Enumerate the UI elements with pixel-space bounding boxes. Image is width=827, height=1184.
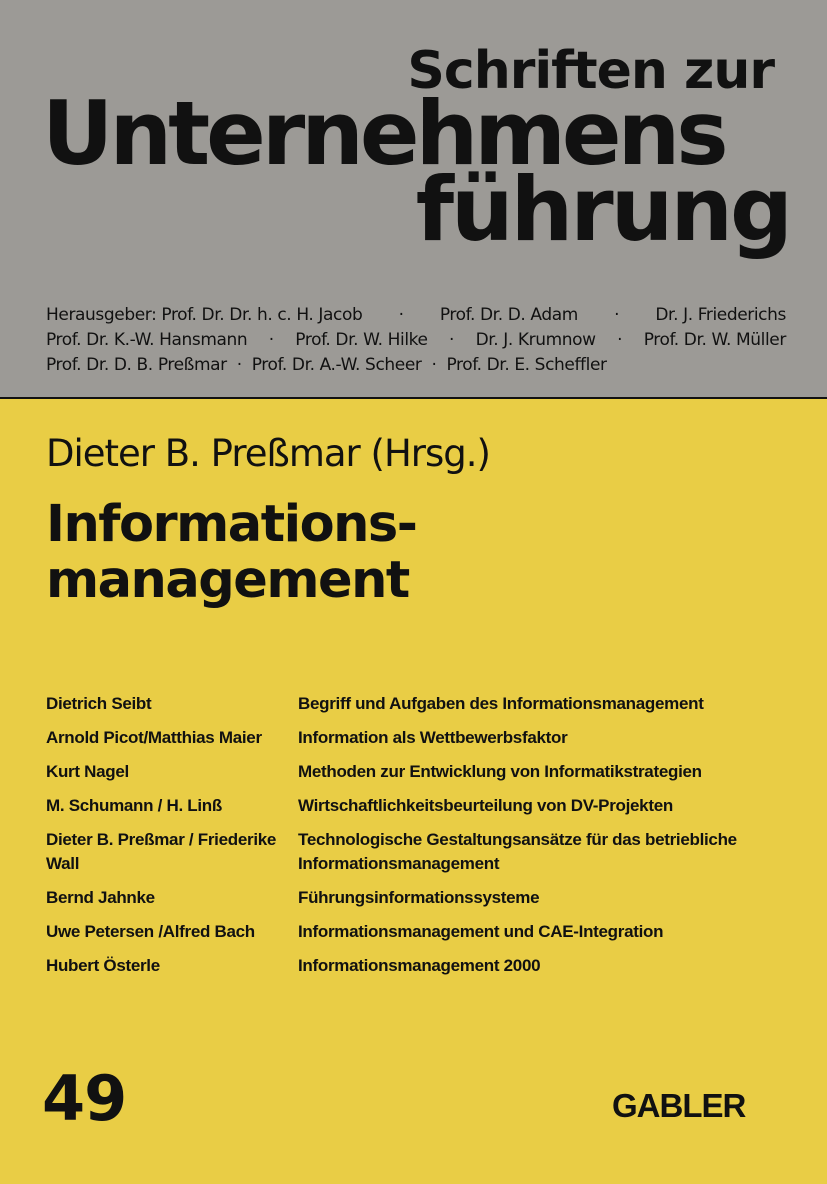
contents-author: Dieter B. Preßmar / Friederike Wall xyxy=(46,830,277,873)
contents-entry xyxy=(46,726,786,750)
book-title-line-2: management xyxy=(46,551,409,610)
contents-author: Kurt Nagel xyxy=(46,762,129,781)
separator-dot: · xyxy=(236,355,242,375)
contents-topic: Informationsmanagement 2000 xyxy=(298,956,541,975)
series-title-line-2: Unternehmens xyxy=(42,81,725,185)
contents-author: Hubert Österle xyxy=(46,956,160,975)
contents-entry xyxy=(46,886,786,910)
contents-author: Bernd Jahnke xyxy=(46,888,155,907)
contents-topic: Methoden zur Entwicklung von Informatikstrategien xyxy=(298,762,702,781)
contents-entry xyxy=(46,692,786,716)
separator-dot: · xyxy=(398,305,404,325)
contents-topic: Wirtschaftlichkeitsbeurteilung von DV-Projekten xyxy=(298,796,673,815)
contents-topic: Informationsmanagement und CAE-Integration xyxy=(298,922,664,941)
editor-name: Prof. Dr. D. B. Preßmar xyxy=(46,355,227,375)
editors-row-1 xyxy=(46,303,786,328)
volume-number: 49 xyxy=(42,1062,127,1135)
contents-topic: Begriff und Aufgaben des Informationsmanagement xyxy=(298,694,704,713)
separator-dot: · xyxy=(431,355,437,375)
series-title-line-3: führung xyxy=(415,158,790,262)
editor-name: Prof. Dr. A.-W. Scheer xyxy=(251,355,422,375)
contents-author: Arnold Picot/Matthias Maier xyxy=(46,728,262,747)
editor-name: Dr. J. Krumnow xyxy=(475,330,596,350)
editor-name: Prof. Dr. W. Hilke xyxy=(295,330,428,350)
publisher-logo: GABLER xyxy=(612,1087,746,1124)
editor-name: Prof. Dr. W. Müller xyxy=(643,330,786,350)
contents-entry xyxy=(46,760,786,784)
series-editors xyxy=(46,303,786,378)
contents-entry xyxy=(46,920,786,944)
editor-name: Dr. J. Friederichs xyxy=(655,305,786,325)
book-title xyxy=(46,497,746,609)
separator-dot: · xyxy=(617,330,623,350)
contents-topic: Information als Wettbewerbsfaktor xyxy=(298,728,568,747)
contents-list xyxy=(46,692,786,988)
contents-entry xyxy=(46,828,786,876)
editors-row-2 xyxy=(46,328,786,353)
contents-entry xyxy=(46,954,786,978)
editor-name: Prof. Dr. K.-W. Hansmann xyxy=(46,330,248,350)
separator-dot: · xyxy=(268,330,274,350)
contents-topic: Führungsinformationssysteme xyxy=(298,888,540,907)
editor-name: Prof. Dr. E. Scheffler xyxy=(446,355,607,375)
editor-name: Herausgeber: Prof. Dr. Dr. h. c. H. Jacob xyxy=(46,305,363,325)
separator-dot: · xyxy=(614,305,620,325)
book-editor: Dieter B. Preßmar (Hrsg.) xyxy=(46,432,490,475)
separator-dot: · xyxy=(449,330,455,350)
book-title-line-1: Informations- xyxy=(46,495,417,554)
series-title-line-1: Schriften zur xyxy=(407,41,774,101)
contents-author: Dietrich Seibt xyxy=(46,694,152,713)
contents-author: M. Schumann / H. Linß xyxy=(46,796,222,815)
series-header-band xyxy=(0,0,827,399)
contents-entry xyxy=(46,794,786,818)
editor-name: Prof. Dr. D. Adam xyxy=(439,305,578,325)
contents-topic: Technologische Gestaltungsansätze für das betriebliche Informationsmanagement xyxy=(298,830,737,873)
series-title xyxy=(42,41,802,262)
contents-author: Uwe Petersen /Alfred Bach xyxy=(46,922,255,941)
editors-row-3 xyxy=(46,353,786,378)
